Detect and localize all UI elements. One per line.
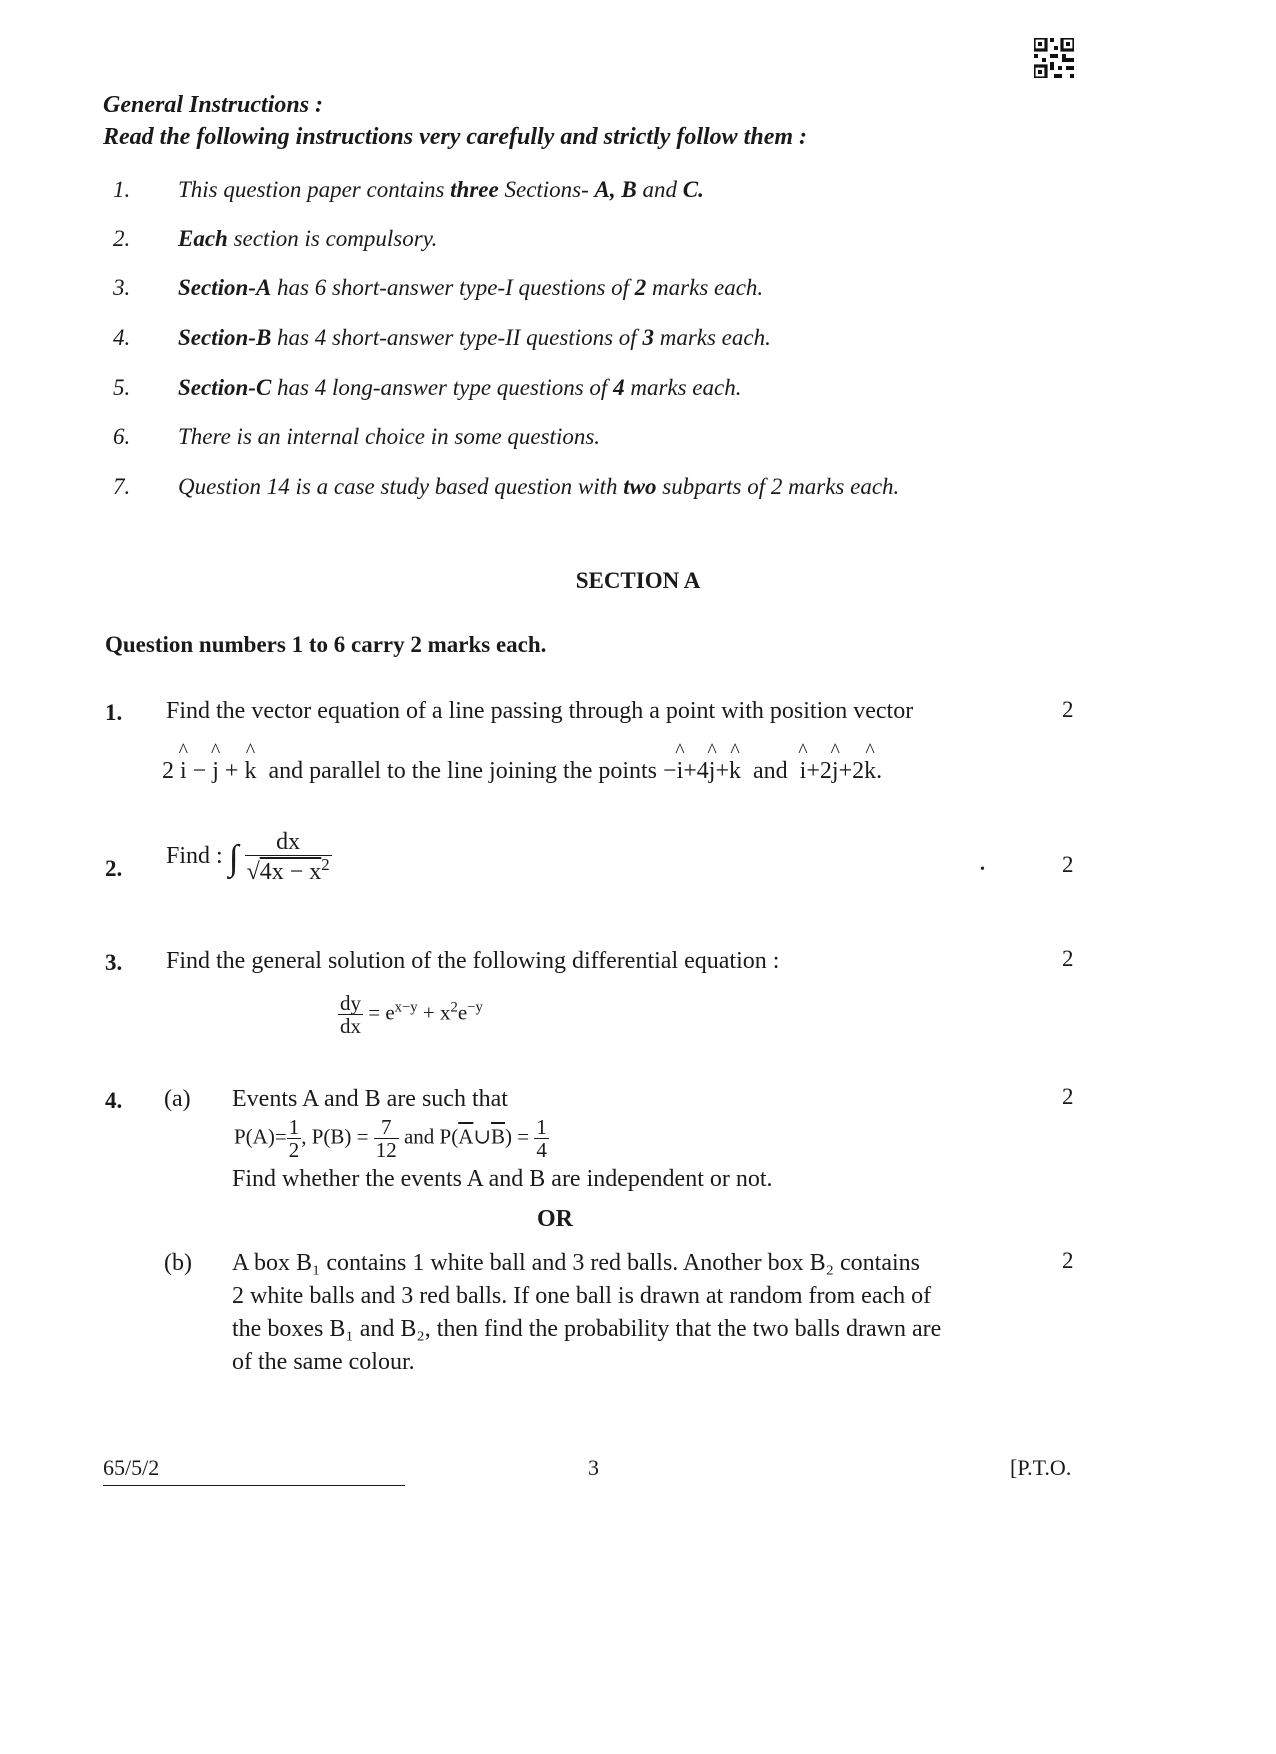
question-text: Find the vector equation of a line passing through a point with position vector	[166, 698, 914, 724]
question-text: Find whether the events A and B are independent or not.	[232, 1166, 773, 1192]
subpart-label: (b)	[164, 1250, 192, 1276]
qr-code-icon	[1034, 38, 1074, 78]
pto-label: [P.T.O.	[1010, 1455, 1072, 1480]
section-heading: Question numbers 1 to 6 carry 2 marks each.	[105, 632, 547, 657]
subpart-label: (a)	[164, 1086, 191, 1112]
question-number: 4.	[105, 1088, 123, 1113]
question-marks: 2	[1062, 1084, 1074, 1109]
question-text: Events A and B are such that	[232, 1086, 508, 1112]
question-marks: 2	[1062, 852, 1074, 877]
question-text: the boxes B₁ and B₂, then find the probability that the two balls drawn are	[232, 1316, 942, 1342]
question-text: 2 white balls and 3 red balls. If one ball is drawn at random from each of	[232, 1283, 932, 1309]
question-number: 1.	[105, 700, 123, 725]
question-text: Find the general solution of the following differential equation :	[166, 948, 780, 974]
question-math: Find : ∫ $\frac{dx}{√4x - x^2}$	[166, 829, 330, 886]
question-text: of the same colour.	[232, 1349, 415, 1375]
general-instructions-title: General Instructions :	[103, 92, 324, 118]
question-marks: 2	[1062, 1248, 1074, 1273]
question-marks: 2	[1062, 946, 1074, 971]
question-math: P(A)= $\frac{1}{2}$ , P(B) = $\frac{7}{12}$ and $P(\overline{A}\cup\overline{B})$ = $\frac{1}{4}$	[234, 1115, 547, 1163]
or-label: OR	[537, 1206, 573, 1232]
paper-code: 65/5/2	[103, 1455, 160, 1480]
footer-rule	[103, 1485, 405, 1486]
question-math: 2 ^ i − ^ j + ^ k and parallel to the line joining the points −^ i+4^ j+^ k and ^ i+2^ j+2^ k.	[162, 758, 882, 785]
question-text: A box B₁ contains 1 white ball and 3 red balls. Another box B₂ contains	[232, 1250, 920, 1276]
question-marks: 2	[1062, 697, 1074, 722]
stray-dot: •	[980, 862, 985, 877]
question-number: 2.	[105, 856, 123, 881]
section-title: SECTION A	[575, 568, 701, 593]
page-number: 3	[588, 1455, 599, 1480]
question-number: 3.	[105, 950, 123, 975]
general-instructions-subtitle: Read the following instructions very carefully and strictly follow them :	[103, 124, 808, 150]
question-math: $\frac{dy}{dx}$ = $e^{x-y} + x^2e^{-y}$	[340, 991, 483, 1039]
